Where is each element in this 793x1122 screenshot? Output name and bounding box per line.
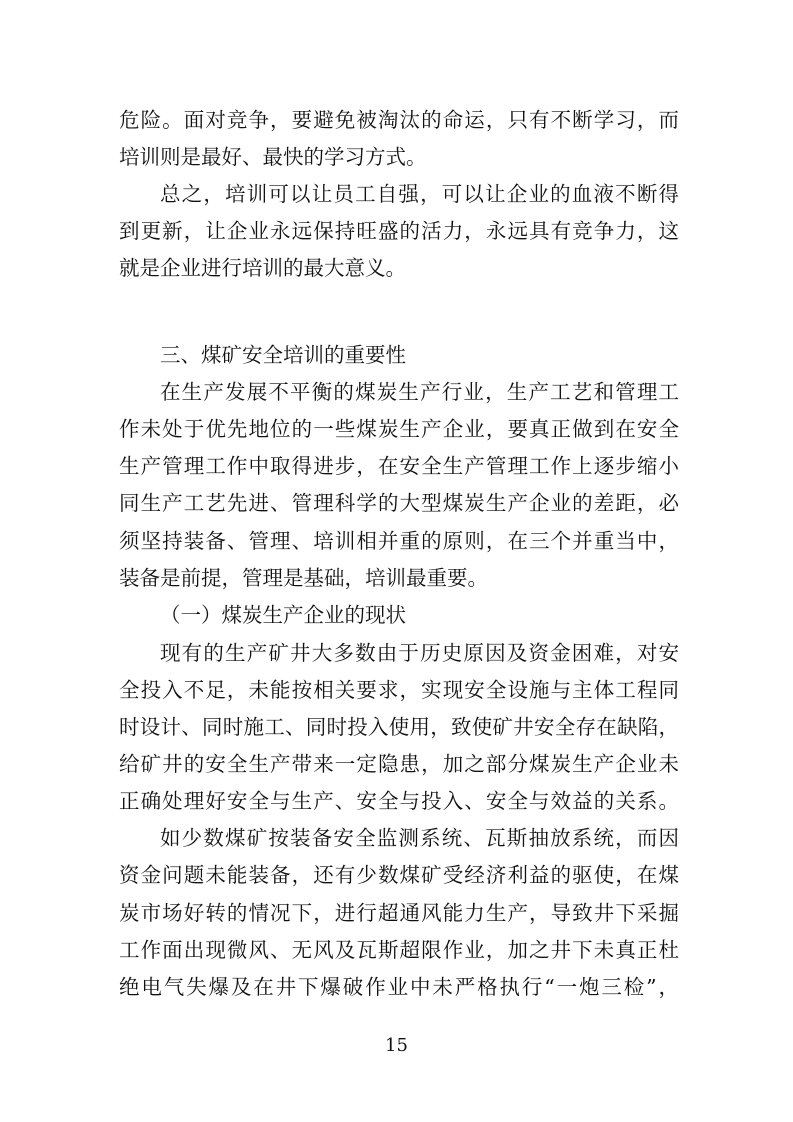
text-line: 须坚持装备、管理、培训相并重的原则，在三个并重当中， <box>119 529 679 553</box>
text-line: 作未处于优先地位的一些煤炭生产企业，要真正做到在安全 <box>119 417 679 441</box>
text-line: 装备是前提，管理是基础，培训最重要。 <box>119 566 488 590</box>
page-number: 15 <box>385 1035 408 1056</box>
text-line: 培训则是最好、最快的学习方式。 <box>119 145 427 169</box>
text-line: 在生产发展不平衡的煤炭生产行业，生产工艺和管理工 <box>160 380 679 404</box>
text-line: 给矿井的安全生产带来一定隐患，加之部分煤炭生产企业未 <box>119 752 679 776</box>
text-line: 危险。面对竞争，要避免被淘汰的命运，只有不断学习，而 <box>119 108 679 132</box>
text-line: 生产管理工作中取得进步，在安全生产管理工作上逐步缩小 <box>119 454 679 478</box>
text-line: 同生产工艺先进、管理科学的大型煤炭生产企业的差距，必 <box>119 491 679 515</box>
subsection-heading: （一）煤炭生产企业的现状 <box>160 603 406 627</box>
text-line: 时设计、同时施工、同时投入使用，致使矿井安全存在缺陷， <box>119 715 679 739</box>
text-line: 就是企业进行培训的最大意义。 <box>119 256 406 280</box>
text-line: 现有的生产矿井大多数由于历史原因及资金困难，对安 <box>160 641 679 665</box>
text-line: 炭市场好转的情况下，进行超通风能力生产，导致井下采掘 <box>119 901 679 925</box>
text-line: 正确处理好安全与生产、安全与投入、安全与效益的关系。 <box>119 789 679 813</box>
text-line: 到更新，让企业永远保持旺盛的活力，永远具有竞争力，这 <box>119 219 679 243</box>
text-line: 全投入不足，未能按相关要求，实现安全设施与主体工程同 <box>119 678 679 702</box>
text-line: 绝电气失爆及在井下爆破作业中未严格执行“一炮三检”， <box>119 975 679 999</box>
text-line: 如少数煤矿按装备安全监测系统、瓦斯抽放系统，而因 <box>160 826 679 850</box>
text-line: 资金问题未能装备，还有少数煤矿受经济利益的驱使，在煤 <box>119 863 679 887</box>
text-line: 总之，培训可以让员工自强，可以让企业的血液不断得 <box>160 182 679 206</box>
section-heading: 三、煤矿安全培训的重要性 <box>160 343 406 367</box>
text-line: 工作面出现微风、无风及瓦斯超限作业，加之井下未真正杜 <box>119 938 679 962</box>
